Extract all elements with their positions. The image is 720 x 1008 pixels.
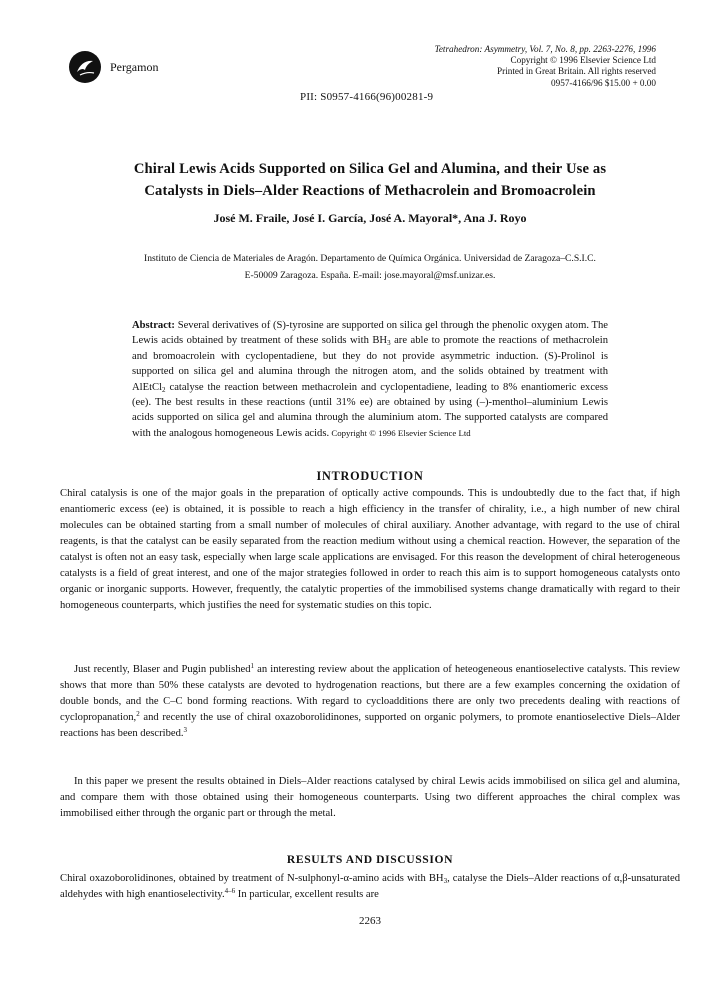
title-line-2: Catalysts in Diels–Alder Reactions of Methacrolein and Bromoacrolein	[144, 183, 596, 199]
intro-paragraph-1: Chiral catalysis is one of the major goals in the preparation of optically active compounds. This is undoubtedly due to the fact that, if high enantiomeric excess (ee) is obtained, it is possible to reach a high efficiency in the transfer of chirality, i.e., a high number of new chiral molecules can be obtained starting from a small number of molecules of chiral auxiliary. Another advantage, with regard to the use of chiral reagents, is that the catalyst can be easily separated from the reaction medium without using a chemical reaction. However, the separation of the catalyst is often not an easy task, especially when large scale applications are envisaged. For this reason the development of chiral heterogeneous catalysts is a field of great interest, and one of the major strategies followed in order to reach this aim is to support homogeneous catalysts onto organic or inorganic supports. However, frequently, the catalytic properties of the immobilised systems change dramatically with regard to their homogeneous counterparts, which justifies the need for systematic studies on this topic.	[60, 488, 680, 611]
intro-p2-text-1: Just recently, Blaser and Pugin published	[74, 664, 251, 675]
abstract-text-2: are able to promote the reactions of methacrolein and bromoacrolein with cyclopentadiene, but they do not provide asymmetric induction. (S)-Prolinol is supported on silica gel and alumina through the nitrogen atom, and the solids obtained by treatment with AlEtCl	[132, 335, 609, 393]
page-number: 2263	[359, 915, 381, 927]
intro-p2-text-3: and recently the use of chiral oxazoborolidinones, supported on organic polymers, to promote enantioselective Diels–Alder reactions has been described.	[60, 712, 680, 739]
reference-2: 2	[136, 710, 140, 718]
affiliation	[78, 250, 662, 284]
abstract-label: Abstract:	[132, 320, 175, 331]
affiliation-line-1: Instituto de Ciencia de Materiales de Aragón. Departamento de Química Orgánica. Universidad de Zaragoza–C.S.I.C.	[144, 253, 596, 264]
title-line-1: Chiral Lewis Acids Supported on Silica Gel and Alumina, and their Use as	[133, 161, 607, 177]
results-text-3: In particular, excellent results are	[235, 889, 379, 900]
abstract-copyright: Copyright © 1996 Elsevier Science Ltd	[329, 427, 471, 438]
pergamon-logo-icon	[68, 50, 102, 84]
author-list: José M. Fraile, José I. García, José A. Mayoral*, Ana J. Royo	[213, 211, 527, 225]
reference-3: 3	[183, 726, 188, 734]
results-text-1: Chiral oxazoborolidinones, obtained by treatment of N-sulphonyl-α-amino acids with BH	[60, 873, 444, 884]
journal-info	[370, 44, 656, 89]
abstract-sub-2: 2	[162, 385, 166, 394]
price-line: 0957-4166/96 $15.00 + 0.00	[551, 77, 656, 88]
introduction-heading: INTRODUCTION	[316, 469, 424, 483]
reference-4-6: 4–6	[224, 887, 236, 895]
abstract-text-3: catalyse the reaction between methacrolein and cyclopentadiene, leading to 8% enantiomeric excess (ee). The best results in these reactions (until 31% ee) are obtained by using (–)-menthol–aluminium Lewis acids supported on silica gel and alumina through the aluminium atom. The supported catalysts are compared with the analogous homogeneous Lewis acids.	[132, 381, 608, 439]
journal-citation: Tetrahedron: Asymmetry, Vol. 7, No. 8, pp. 2263-2276, 1996	[434, 44, 656, 54]
paper-title	[60, 158, 680, 202]
results-sub: 3	[443, 877, 448, 885]
publisher-name: Pergamon	[110, 60, 159, 74]
copyright-line: Copyright © 1996 Elsevier Science Ltd	[510, 55, 656, 66]
reference-1: 1	[250, 662, 254, 670]
results-text-2: , catalyse the Diels–Alder reactions of α,β-unsaturated aldehydes with high enantioselectivity.	[60, 873, 680, 900]
abstract-sub-1: 3	[387, 339, 391, 348]
affiliation-line-2: E-50009 Zaragoza. España. E-mail: jose.mayoral@msf.unizar.es.	[244, 270, 496, 281]
abstract-text-1: Several derivatives of (S)-tyrosine are supported on silica gel through the phenolic oxygen atom. The Lewis acids obtained by treatment of these solids with BH	[132, 320, 608, 347]
abstract	[132, 318, 608, 441]
intro-p2-text-2: an interesting review about the application of heteogeneous enantioselective catalysts. This review shows that more than 50% these catalysts are devoted to hydrogenation reactions, but there are a few examples concerning the oxidation of double bonds, and the C–C bond forming reactions. With regard to cycloadditions there are only two precedents dealing with reactions of cyclopropanation,	[60, 664, 680, 723]
printed-line: Printed in Great Britain. All rights reserved	[497, 66, 656, 77]
intro-paragraph-3: In this paper we present the results obtained in Diels–Alder reactions catalysed by chiral Lewis acids immobilised on silica gel and alumina, and compare them with those obtained using their homogeneous counterparts. Using two different approaches the chiral complex was immobilised either through the organic part or through the metal.	[60, 776, 680, 819]
intro-paragraph-2	[60, 662, 680, 742]
pii-identifier: PII: S0957-4166(96)00281-9	[300, 91, 434, 103]
results-paragraph-1	[60, 871, 680, 903]
results-heading: RESULTS AND DISCUSSION	[286, 853, 454, 866]
